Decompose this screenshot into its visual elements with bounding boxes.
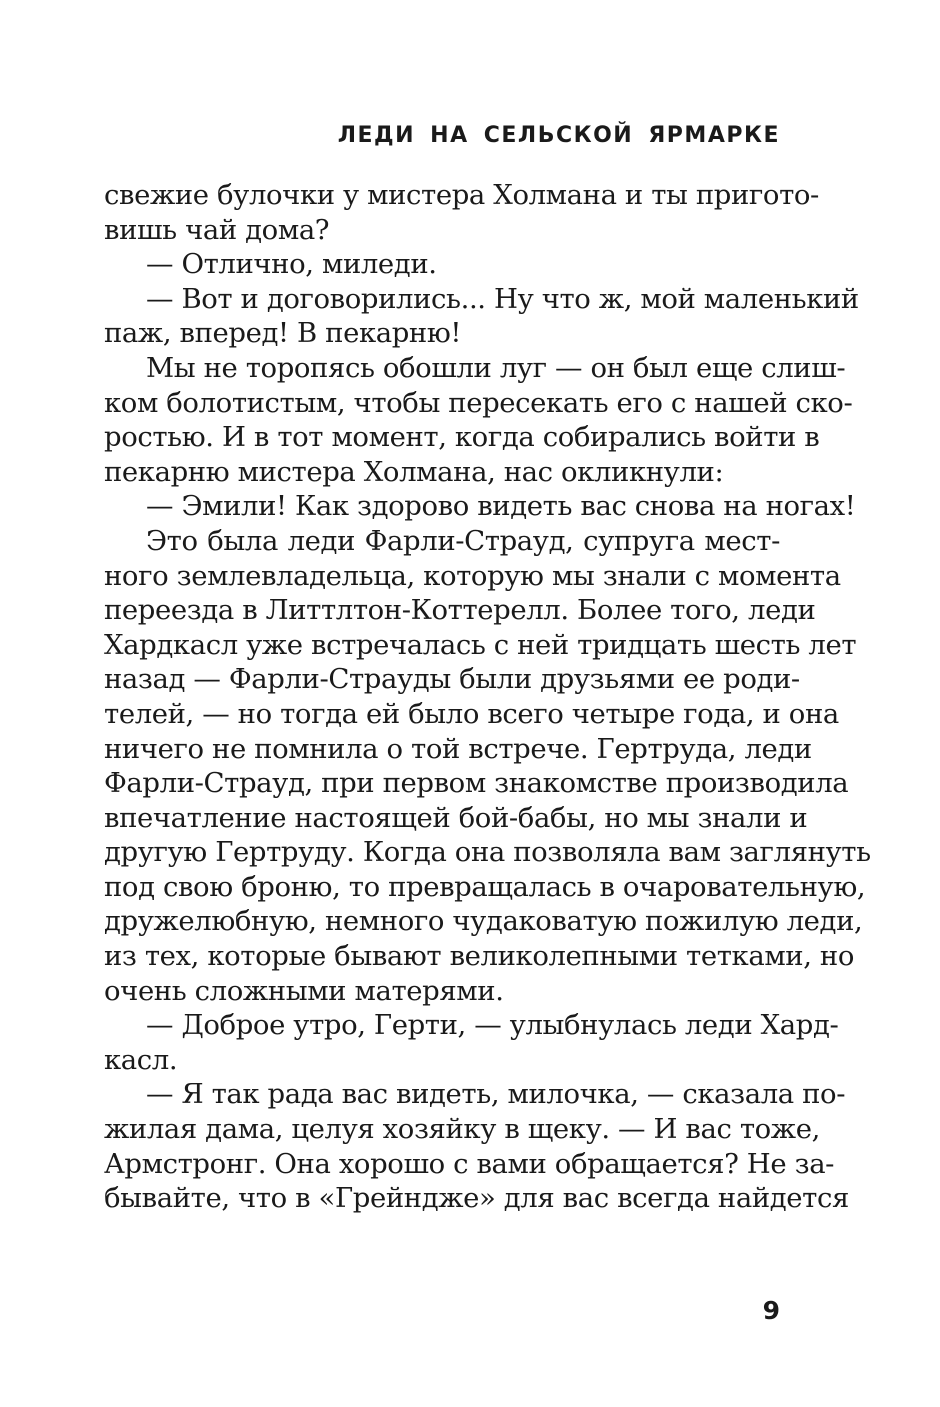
text-line: Армстронг. Она хорошо с вами обращается? Не за- [104, 1147, 835, 1180]
text-line: под свою броню, то превращалась в очаровательную, [104, 870, 866, 903]
text-line: свежие булочки у мистера Холмана и ты пригото- [104, 179, 819, 211]
text-line: — Эмили! Как здорово видеть вас снова на ногах! [146, 490, 856, 523]
text-line: Фарли-Страуд, при первом знакомстве производила [104, 767, 849, 800]
text-line: телей, — но тогда ей было всего четыре года, и она [104, 697, 839, 730]
text-line: ного землевладельца, которую мы знали с момента [104, 559, 841, 592]
text-line: переезда в Литтлтон-Коттерелл. Более того, леди [104, 594, 816, 627]
page-number: 9 [762, 1296, 780, 1325]
text-line: — Доброе утро, Герти, — улыбнулась леди Хард- [146, 1009, 839, 1042]
text-line: очень сложными матерями. [104, 974, 504, 1007]
text-line: — Я так рада вас видеть, милочка, — сказала по- [146, 1078, 846, 1111]
running-head: ЛЕДИ НА СЕЛЬСКОЙ ЯРМАРКЕ [337, 123, 780, 148]
text-line: ростью. И в тот момент, когда собирались войти в [104, 421, 820, 454]
text-line: бывайте, что в «Грейндже» для вас всегда найдется [104, 1182, 849, 1215]
text-line: касл. [104, 1043, 178, 1076]
text-line: пекарню мистера Холмана, нас окликнули: [104, 455, 724, 488]
text-line: вишь чай дома? [104, 213, 330, 246]
text-line: жилая дама, целуя хозяйку в щеку. — И вас тоже, [104, 1113, 820, 1146]
text-line: — Отлично, миледи. [146, 248, 437, 281]
text-line: — Вот и договорились... Ну что ж, мой маленький [146, 282, 859, 315]
body-text [104, 178, 871, 1216]
text-line: ком болотистым, чтобы пересекать его с нашей ско- [104, 386, 853, 419]
text-line: Мы не торопясь обошли луг — он был еще слиш- [146, 351, 846, 384]
text-line: Хардкасл уже встречалась с ней тридцать шесть лет [104, 628, 857, 661]
text-line: ничего не помнила о той встрече. Гертруда, леди [104, 732, 812, 765]
text-line: паж, вперед! В пекарню! [104, 317, 462, 350]
text-line: другую Гертруду. Когда она позволяла вам заглянуть [104, 836, 871, 869]
text-line: дружелюбную, немного чудаковатую пожилую леди, [104, 905, 863, 938]
text-line: Это была леди Фарли-Страуд, супруга мест- [146, 524, 780, 557]
text-line: назад — Фарли-Страуды были друзьями ее роди- [104, 663, 800, 696]
text-line: впечатление настоящей бой-бабы, но мы знали и [104, 801, 808, 834]
text-line: из тех, которые бывают великолепными тетками, но [104, 940, 855, 973]
